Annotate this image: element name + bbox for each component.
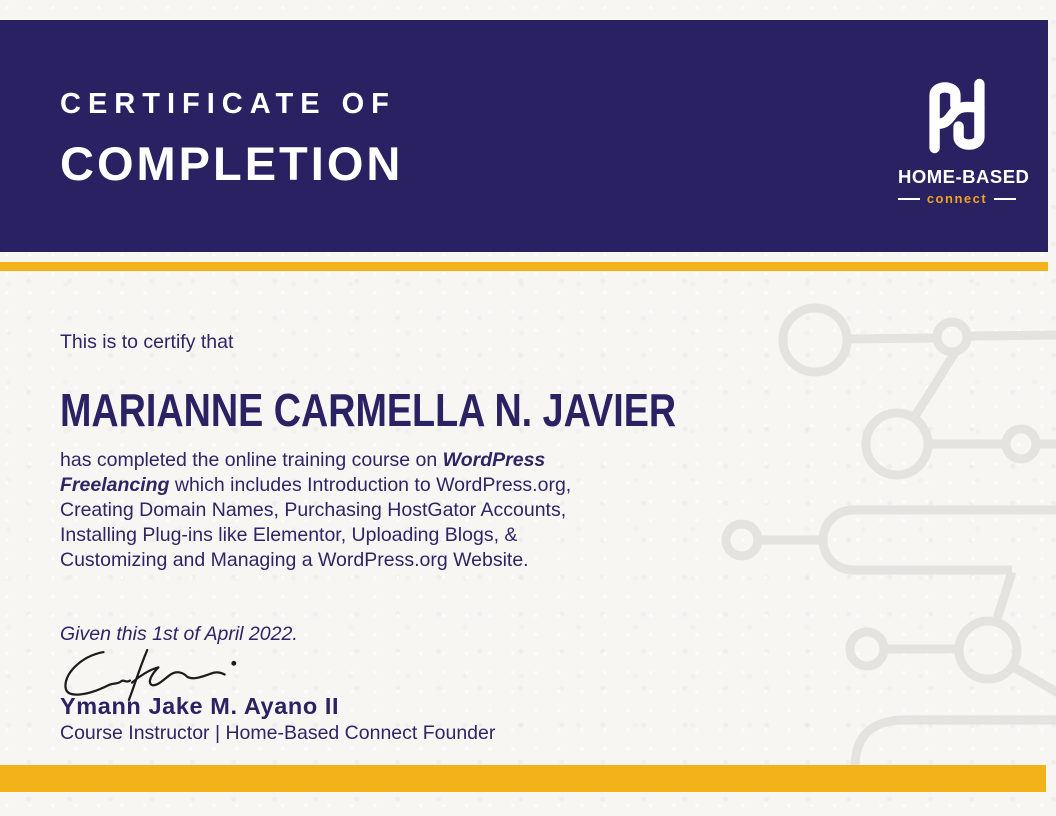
course-description-end: which includes Introduction to WordPress.org, Creating Domain Names, Purchasing HostGator Accounts, Installing Plug-ins like Elementor, Uploading Blogs, & Customizing and Managing a WordPress.org Website.: [60, 474, 572, 571]
course-title-emphasis: WordPress Freelancing: [60, 449, 546, 496]
completion-title: COMPLETION: [60, 137, 404, 190]
connect-right-rule: [994, 198, 1016, 200]
logo-connect-row: [898, 191, 1016, 206]
intro-text: This is to certify that: [60, 331, 234, 353]
certificate-of-title: CERTIFICATE OF: [60, 88, 396, 120]
signer-title: Course Instructor | Home-Based Connect Founder: [60, 722, 496, 744]
logo-sub-text: connect: [926, 191, 988, 206]
signer-name: Ymann Jake M. Ayano II: [60, 693, 340, 719]
h-chain-logo-icon: [917, 72, 997, 160]
course-description: [60, 448, 594, 573]
bottom-gold-stripe: [0, 765, 1046, 792]
date-given-text: Given this 1st of April 2022.: [60, 623, 298, 645]
header-band: [0, 20, 1048, 252]
recipient-name: MARIANNE CARMELLA N. JAVIER: [60, 384, 677, 436]
course-description-start: has completed the online training course on: [60, 449, 443, 471]
home-based-connect-logo: [898, 72, 1030, 206]
logo-brand-text: HOME-BASED: [898, 166, 1030, 187]
header-titles: [60, 88, 404, 190]
top-gold-stripe: [0, 262, 1048, 271]
connect-left-rule: [898, 198, 920, 200]
